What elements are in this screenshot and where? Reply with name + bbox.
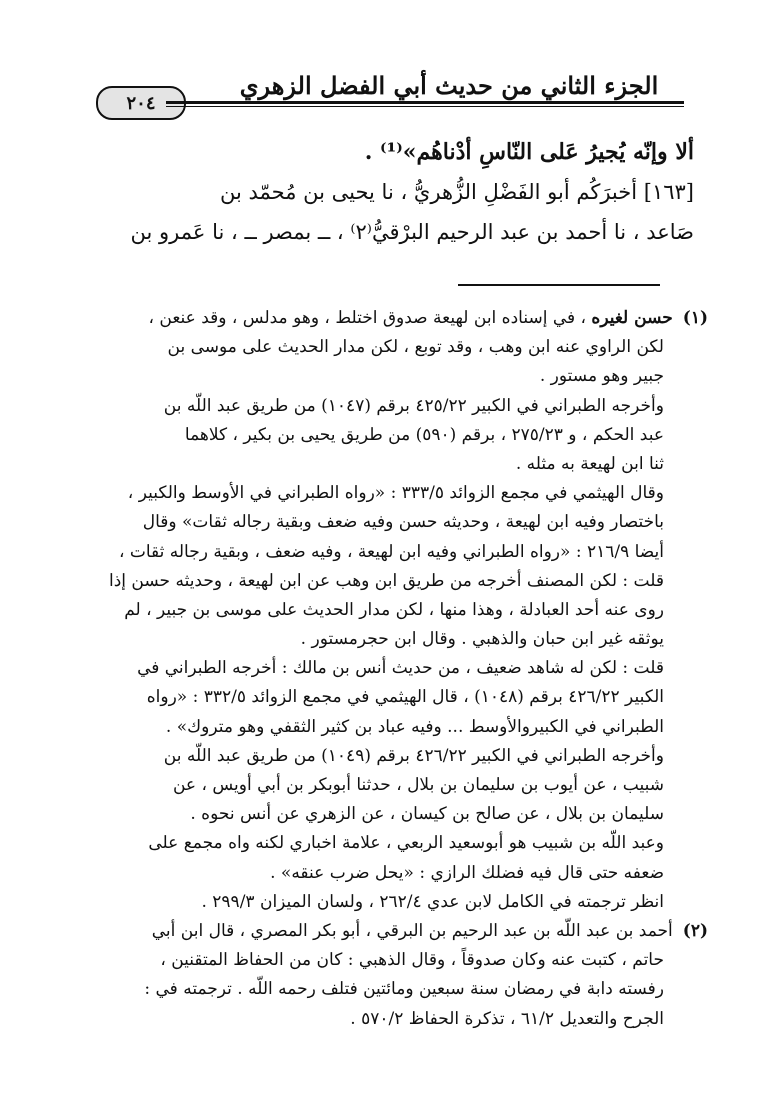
footnote-line: حاتم ، كتبت عنه وكان صدوقاً ، وقال الذهبي : كان من الحفاظ المتقنين ، bbox=[160, 950, 664, 971]
footnote-line: انظر ترجمته في الكامل لابن عدي ٢٦٢/٤ ، ولسان الميزان ٢٩٩/٣ . bbox=[201, 891, 664, 912]
footnote-number: (٢) bbox=[682, 920, 708, 941]
footnote-2 bbox=[40, 917, 708, 1034]
page-number: ٢٠٤ bbox=[126, 92, 156, 114]
footnote-line: وعبد اللّه بن شبيب هو أبوسعيد الربعي ، علامة اخباري لكنه واه مجمع على bbox=[148, 833, 664, 854]
footnote-line: ثنا ابن لهيعة به مثله . bbox=[515, 453, 664, 474]
footnote-line: روى عنه أحد العبادلة ، وهذا منها ، لكن مدار الحديث على موسى بن جبير ، لم bbox=[124, 599, 664, 620]
footnote-line: ضعفه حتى قال فيه فضلك الرازي : «يحل ضرب عنقه» . bbox=[270, 862, 664, 883]
footnote-line: وقال الهيثمي في مجمع الزوائد ٣٣٣/٥ : «رواه الطبراني في الأوسط والكبير ، bbox=[127, 483, 664, 504]
footnote-line: جبير وهو مستور . bbox=[539, 366, 664, 387]
footnote-line: وأخرجه الطبراني في الكبير ٤٢٦/٢٢ برقم (١٠٤٩) من طريق عبد اللّه بن bbox=[163, 745, 664, 766]
footnote-separator bbox=[458, 284, 660, 286]
footnote-line: حسن لغيره ، في إسناده ابن لهيعة صدوق اختلط ، وهو مدلس ، وقد عنعن ، bbox=[148, 308, 673, 328]
main-line: ألا وإنّه يُجيرُ عَلى النّاسِ أدْناهُم»⁽¹⁾ . bbox=[364, 139, 694, 165]
main-line: صَاعد ، نا أحمد بن عبد الرحيم البرْقيُّ⁽٢⁾ ، ــ بمصر ــ ، نا عَمرو بن bbox=[130, 220, 694, 244]
footnote-line: عبد الحكم ، و ٢٧٥/٢٣ ، برقم (٥٩٠) من طريق يحيى بن بكير ، كلاهما bbox=[184, 424, 664, 445]
header-rule bbox=[166, 101, 684, 104]
footnote-line: أحمد بن عبد اللّه بن عبد الرحيم بن البرقي ، أبو بكر المصري ، قال ابن أبي bbox=[151, 920, 673, 941]
running-header bbox=[96, 68, 684, 120]
header-rule-thin bbox=[166, 106, 684, 107]
header-title: الجزء الثاني من حديث أبي الفضل الزهري bbox=[239, 71, 659, 100]
footnote-1 bbox=[40, 304, 708, 917]
footnote-line: الطبراني في الكبيروالأوسط ... وفيه عباد بن كثير الثقفي وهو متروك» . bbox=[165, 716, 664, 737]
footnote-line: شبيب ، عن أيوب بن سليمان بن بلال ، حدثنا أبوبكر بن أبي أويس ، عن bbox=[172, 775, 664, 795]
footnote-line: قلت : لكن المصنف أخرجه من طريق ابن وهب عن ابن لهيعة ، وحديثه حسن إذا bbox=[109, 570, 664, 591]
footnote-line: يوثقه غير ابن حبان والذهبي . وقال ابن حجرمستور . bbox=[300, 629, 664, 650]
footnote-line: لكن الراوي عنه ابن وهب ، وقد توبع ، لكن مدار الحديث على موسى بن bbox=[167, 337, 664, 358]
footnote-line: أيضا ٢١٦/٩ : «رواه الطبراني وفيه ابن لهيعة ، وفيه ضعف ، وبقية رجاله ثقات ، bbox=[118, 541, 664, 562]
footnote-line: سليمان بن بلال ، عن صالح بن كيسان ، عن الزهري عن أنس نحوه . bbox=[190, 804, 664, 825]
footnote-number: (١) bbox=[682, 308, 708, 328]
footnote-line: الجرح والتعديل ٦١/٢ ، تذكرة الحفاظ ٥٧٠/٢ . bbox=[350, 1008, 664, 1029]
grading-label: حسن لغيره bbox=[591, 308, 673, 328]
main-line: [١٦٣] أخبرَكُم أبو الفَضْلِ الزُّهريُّ ، نا يحيى بن مُحمّد بن bbox=[219, 180, 694, 204]
footnote-line: وأخرجه الطبراني في الكبير ٤٢٥/٢٢ برقم (١٠٤٧) من طريق عبد اللّه بن bbox=[163, 395, 664, 416]
footnote-line: رفسته دابة في رمضان سنة سبعين ومائتين فتلف رحمه اللّه . ترجمته في : bbox=[144, 979, 664, 1000]
main-text bbox=[92, 132, 694, 252]
footnote-line: باختصار وفيه ابن لهيعة ، وحديثه حسن وفيه ضعف وبقية رجاله ثقات» وقال bbox=[142, 512, 664, 533]
footnote-line: الكبير ٤٢٦/٢٢ برقم (١٠٤٨) ، قال الهيثمي في مجمع الزوائد ٣٣٢/٥ : «رواه bbox=[146, 687, 664, 708]
footnotes bbox=[40, 304, 708, 1034]
footnote-line: قلت : لكن له شاهد ضعيف ، من حديث أنس بن مالك : أخرجه الطبراني في bbox=[137, 658, 664, 679]
